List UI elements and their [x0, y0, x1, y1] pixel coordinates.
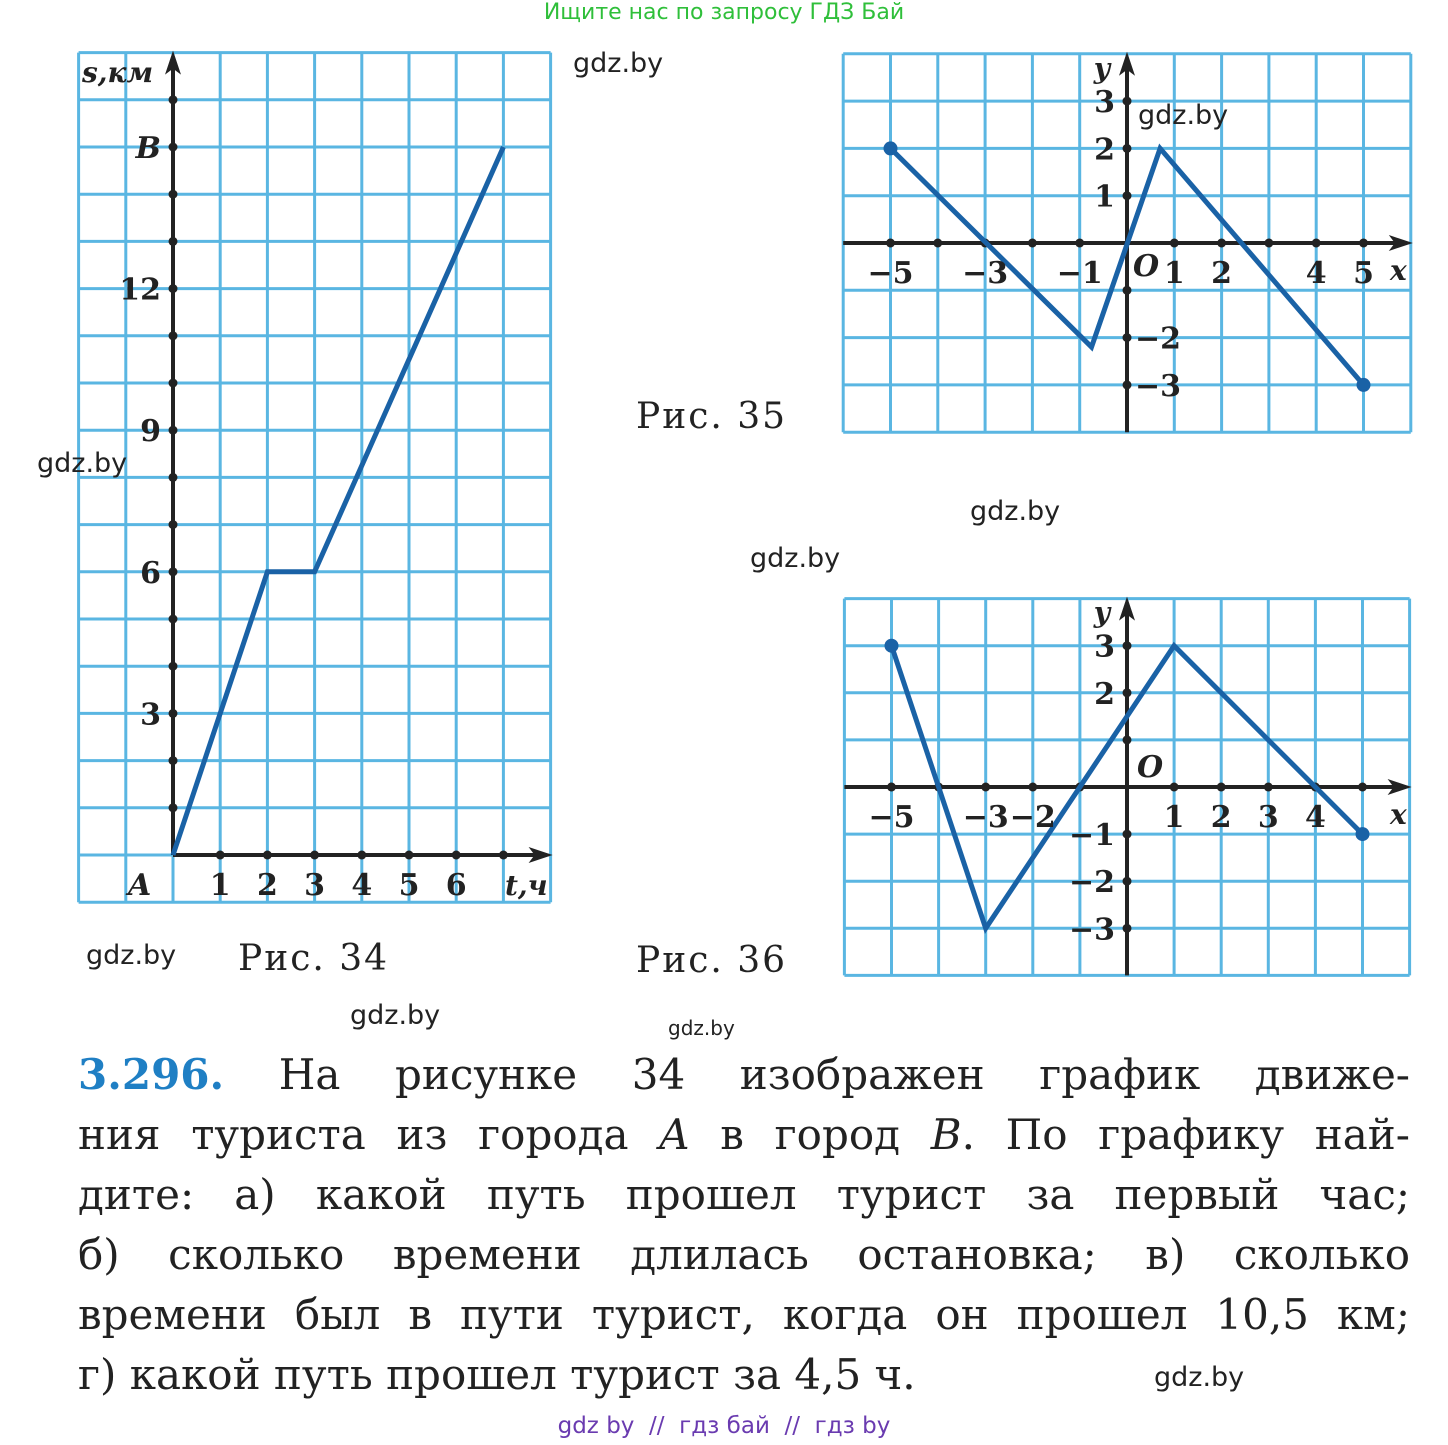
x-axis-tick-dot	[933, 239, 942, 248]
watermark-bottom: gdz by // гдз бай // гдз by	[557, 1413, 891, 1439]
series-endpoint	[884, 141, 898, 155]
y-axis-tick-dot	[1123, 286, 1132, 295]
y-axis-tick-dot	[169, 709, 178, 718]
y-axis-tick-dot	[1123, 333, 1132, 342]
y-axis-tick-dot	[1123, 191, 1132, 200]
x-tick-label: 1	[209, 868, 231, 903]
y-tick-label: −3	[1068, 912, 1115, 948]
problem-line-2	[78, 1105, 1410, 1165]
text: На рисунке 34 изображен график движе-	[224, 1050, 1410, 1099]
y-tick-label: 3	[1094, 85, 1115, 121]
figure-caption-34: Рис. 34	[238, 938, 390, 979]
x-tick-label: −5	[868, 800, 915, 835]
y-axis-tick-dot	[169, 803, 178, 812]
x-tick-label: 2	[1211, 256, 1233, 291]
x-axis-tick-dot	[1217, 239, 1226, 248]
x-axis-tick-dot	[452, 851, 461, 860]
y-axis-tick-dot	[169, 143, 178, 152]
x-axis-label: t,ч	[505, 869, 548, 902]
x-axis-tick-dot	[1312, 239, 1321, 248]
x-tick-label: −3	[962, 256, 1009, 291]
y-axis-tick-dot	[1123, 735, 1132, 744]
y-axis-label: y	[1093, 596, 1110, 629]
problem-line-5: времени был в пути турист, когда он прошел 10,5 км;	[78, 1290, 1410, 1339]
origin-label: O	[1137, 750, 1164, 785]
x-axis-tick-dot	[886, 239, 895, 248]
x-tick-label: 2	[1210, 800, 1232, 835]
series-endpoint	[1356, 827, 1370, 841]
x-axis-tick-dot	[1170, 239, 1179, 248]
text: в город	[689, 1110, 931, 1159]
figure-caption-36: Рис. 36	[636, 940, 788, 981]
y-axis-tick-dot	[169, 473, 178, 482]
y-axis-tick-dot	[169, 567, 178, 576]
y-tick-label: 3	[140, 697, 161, 733]
y-tick-label: B	[135, 131, 161, 166]
y-axis-tick-dot	[169, 284, 178, 293]
y-tick-label: 1	[1094, 179, 1115, 215]
series-endpoint	[885, 639, 899, 653]
y-axis-label: s,км	[82, 56, 154, 89]
text: . По графику най-	[961, 1110, 1410, 1159]
x-tick-label: −1	[1056, 256, 1103, 291]
x-axis-tick-dot	[1358, 783, 1367, 792]
watermark-gdz: gdz.by	[350, 1000, 441, 1031]
y-tick-label: 2	[1094, 676, 1115, 712]
x-tick-label: 6	[445, 868, 467, 903]
watermark-gdz: gdz.by	[37, 448, 128, 479]
problem-text	[78, 1045, 1410, 1405]
y-axis-tick-dot	[1123, 877, 1132, 886]
x-axis-tick-dot	[1264, 239, 1273, 248]
x-axis-tick-dot	[499, 851, 508, 860]
y-axis-tick-dot	[169, 615, 178, 624]
origin-label: O	[1133, 249, 1160, 284]
y-axis-tick-dot	[169, 190, 178, 199]
city-a: A	[659, 1110, 690, 1159]
y-axis-tick-dot	[1123, 144, 1132, 153]
x-axis-tick-dot	[981, 783, 990, 792]
y-axis-tick-dot	[1123, 924, 1132, 933]
y-tick-label: 6	[140, 555, 161, 591]
figure-caption-35: Рис. 35	[636, 396, 788, 437]
y-axis-tick-dot	[1123, 97, 1132, 106]
y-tick-label: −2	[1068, 865, 1115, 901]
chart-2	[843, 52, 1413, 432]
y-tick-label: −2	[1135, 321, 1182, 357]
x-tick-label: 1	[1163, 256, 1185, 291]
y-axis-tick-dot	[169, 756, 178, 765]
x-tick-label: 3	[1257, 800, 1279, 835]
y-tick-label: −3	[1135, 368, 1182, 404]
x-tick-label: −3	[962, 800, 1009, 835]
y-axis-label: y	[1093, 52, 1110, 85]
x-tick-label: 1	[1163, 800, 1185, 835]
x-axis-label: x	[1390, 798, 1407, 831]
x-axis-label: x	[1390, 254, 1407, 287]
x-axis-tick-dot	[310, 851, 319, 860]
x-axis-tick-dot	[1217, 783, 1226, 792]
watermark-gdz: gdz.by	[86, 940, 177, 971]
chart-3	[844, 596, 1411, 975]
x-tick-label: 5	[398, 868, 420, 903]
watermark-gdz-small: gdz.by	[668, 1016, 735, 1040]
y-axis-tick-dot	[169, 331, 178, 340]
x-axis-tick-dot	[1264, 783, 1273, 792]
x-tick-label: 5	[1353, 256, 1374, 291]
watermark-gdz: gdz.by	[750, 543, 841, 574]
chart-1	[79, 51, 553, 903]
series-line	[173, 147, 503, 855]
y-axis-tick-dot	[169, 662, 178, 671]
x-axis-tick-dot	[1028, 783, 1037, 792]
y-tick-label: 9	[140, 414, 161, 450]
series-endpoint	[1357, 378, 1371, 392]
y-axis-tick-dot	[1123, 380, 1132, 389]
origin-label: A	[128, 868, 152, 903]
problem-line-4: б) сколько времени длилась остановка; в) сколько	[78, 1230, 1410, 1279]
y-axis-tick-dot	[1123, 830, 1132, 839]
x-tick-label: 2	[256, 868, 278, 903]
watermark-gdz: gdz.by	[1154, 1362, 1245, 1393]
x-tick-label: −2	[1009, 800, 1056, 835]
y-tick-label: −1	[1068, 818, 1115, 854]
problem-number: 3.296.	[78, 1050, 225, 1099]
city-b: B	[930, 1110, 962, 1159]
problem-line-3: дите: а) какой путь прошел турист за первый час;	[78, 1170, 1410, 1219]
x-axis-tick-dot	[1075, 239, 1084, 248]
x-tick-label: 4	[1304, 800, 1326, 835]
x-axis-tick-dot	[263, 851, 272, 860]
x-axis-tick-dot	[357, 851, 366, 860]
problem-line-6: г) какой путь прошел турист за 4,5 ч.	[78, 1350, 916, 1399]
x-tick-label: −5	[867, 256, 914, 291]
problem-line-1	[78, 1045, 1410, 1105]
x-axis-tick-dot	[1359, 239, 1368, 248]
y-tick-label: 2	[1094, 132, 1115, 168]
y-axis-tick-dot	[169, 237, 178, 246]
y-tick-label: 3	[1094, 629, 1115, 665]
x-axis-tick-dot	[1170, 783, 1179, 792]
y-axis-tick-dot	[1123, 688, 1132, 697]
watermark-gdz: gdz.by	[573, 48, 664, 79]
watermark-top: Ищите нас по запросу ГДЗ Бай	[543, 0, 905, 25]
x-axis-tick-dot	[405, 851, 414, 860]
y-axis-tick-dot	[169, 426, 178, 435]
x-axis-tick-dot	[1028, 239, 1037, 248]
y-axis-tick-dot	[169, 95, 178, 104]
x-tick-label: 4	[1305, 256, 1327, 291]
x-axis-tick-dot	[887, 783, 896, 792]
y-axis-tick-dot	[169, 379, 178, 388]
x-axis-tick-dot	[216, 851, 225, 860]
x-tick-label: 4	[351, 868, 373, 903]
watermark-gdz: gdz.by	[970, 496, 1061, 527]
y-axis-tick-dot	[169, 520, 178, 529]
y-axis-tick-dot	[1123, 641, 1132, 650]
y-tick-label: 12	[119, 272, 161, 308]
x-tick-label: 3	[304, 868, 326, 903]
text: ния туриста из города	[78, 1110, 660, 1159]
watermark-gdz: gdz.by	[1138, 100, 1229, 131]
